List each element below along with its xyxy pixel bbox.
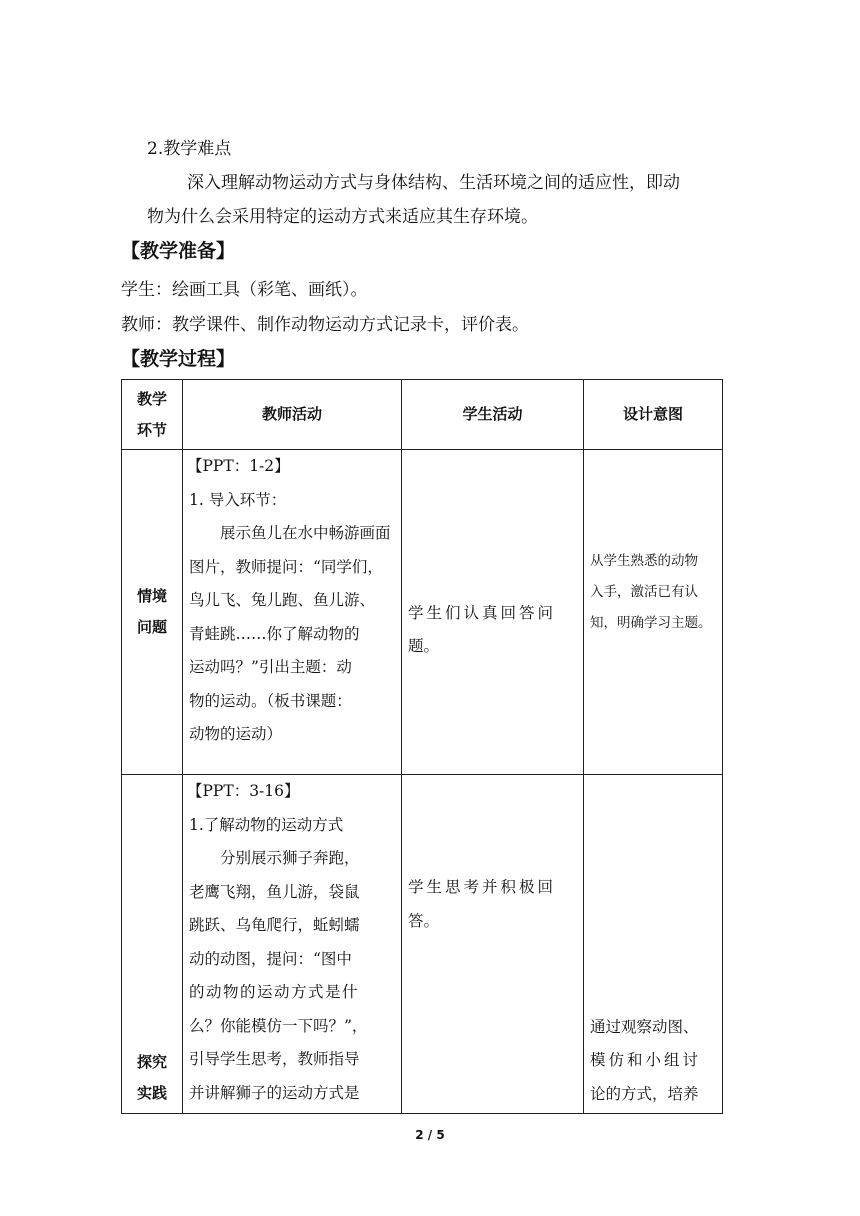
header-teacher: 教师活动 xyxy=(183,380,402,450)
prep-heading: 【教学准备】 xyxy=(121,240,236,262)
intent-cell xyxy=(584,450,723,775)
difficulty-text-line2: 物为什么会采用特定的运动方式来适应其生存环境。 xyxy=(147,207,538,227)
teacher-line: 图片，教师提问：“同学们， xyxy=(189,557,383,576)
intent-cell xyxy=(584,775,723,1114)
teacher-line: 的动物的运动方式是什 xyxy=(189,983,360,1001)
ppt-label: 【PPT：3-16】 xyxy=(187,782,300,800)
process-table xyxy=(121,379,723,1114)
teacher-line: 1.了解动物的运动方式 xyxy=(189,815,344,834)
student-activity-cell xyxy=(402,775,584,1114)
stage-line2: 实践 xyxy=(136,1084,167,1102)
teacher-line: 青蛙跳……你了解动物的 xyxy=(189,624,360,643)
header-stage-line2: 环节 xyxy=(136,420,167,439)
teacher-line: 动的动图，提问：“图中 xyxy=(189,949,352,968)
ppt-label: 【PPT：1-2】 xyxy=(187,457,290,475)
prep-student: 学生：绘画工具（彩笔、画纸）。 xyxy=(121,280,368,300)
student-line: 题。 xyxy=(408,637,440,655)
teacher-line: 老鹰飞翔，鱼儿游，袋鼠 xyxy=(189,882,360,901)
teacher-line: 鸟儿飞、兔儿跑、鱼儿游、 xyxy=(189,591,376,609)
teacher-line: 运动吗？”引出主题：动 xyxy=(189,658,352,676)
table-row xyxy=(122,450,723,775)
teacher-line: 么？你能模仿一下吗？”， xyxy=(189,1016,368,1035)
difficulty-heading: 2.教学难点 xyxy=(147,139,232,159)
stage-line1: 探究 xyxy=(136,1053,167,1071)
table-header-row xyxy=(122,380,723,450)
header-student: 学生活动 xyxy=(402,380,584,450)
teacher-line: 物的运动。（板书课题： xyxy=(189,691,352,710)
difficulty-text-line1: 深入理解动物运动方式与身体结构、生活环境之间的适应性，即动 xyxy=(187,173,680,193)
stage-cell xyxy=(122,450,183,775)
stage-line2: 问题 xyxy=(136,618,167,636)
student-line: 学生们认真回答问 xyxy=(408,603,557,622)
header-stage xyxy=(122,380,183,450)
teacher-line: 引导学生思考，教师指导 xyxy=(189,1050,360,1068)
stage-cell xyxy=(122,775,183,1114)
intent-line: 论的方式，培养 xyxy=(590,1084,699,1103)
page-number: 2 / 5 xyxy=(415,1128,445,1142)
teacher-line: 动物的运动） xyxy=(189,725,283,743)
teacher-line: 并讲解狮子的运动方式是 xyxy=(189,1083,360,1102)
stage-line1: 情境 xyxy=(136,587,167,605)
header-intent: 设计意图 xyxy=(584,380,723,450)
intent-line: 模仿和小组讨 xyxy=(590,1051,702,1069)
table-row xyxy=(122,775,723,1114)
intent-line: 入手，激活已有认 xyxy=(590,583,698,600)
teacher-activity-cell xyxy=(183,450,402,775)
intent-line: 通过观察动图、 xyxy=(590,1017,699,1036)
intent-line: 知，明确学习主题。 xyxy=(590,614,712,631)
student-line: 答。 xyxy=(408,911,440,930)
header-stage-line1: 教学 xyxy=(136,389,167,408)
teacher-line: 跳跃、乌龟爬行，蚯蚓蠕 xyxy=(189,916,360,934)
teacher-line: 分别展示狮子奔跑， xyxy=(220,849,360,867)
student-line: 学生思考并积极回 xyxy=(408,878,557,896)
student-activity-cell xyxy=(402,450,584,775)
intent-line: 从学生熟悉的动物 xyxy=(590,552,698,569)
prep-teacher: 教师：教学课件、制作动物运动方式记录卡，评价表。 xyxy=(121,315,529,335)
teacher-line: 1. 导入环节： xyxy=(189,490,287,509)
process-heading: 【教学过程】 xyxy=(121,348,236,370)
teacher-activity-cell xyxy=(183,775,402,1114)
teacher-line: 展示鱼儿在水中畅游画面 xyxy=(220,524,391,542)
